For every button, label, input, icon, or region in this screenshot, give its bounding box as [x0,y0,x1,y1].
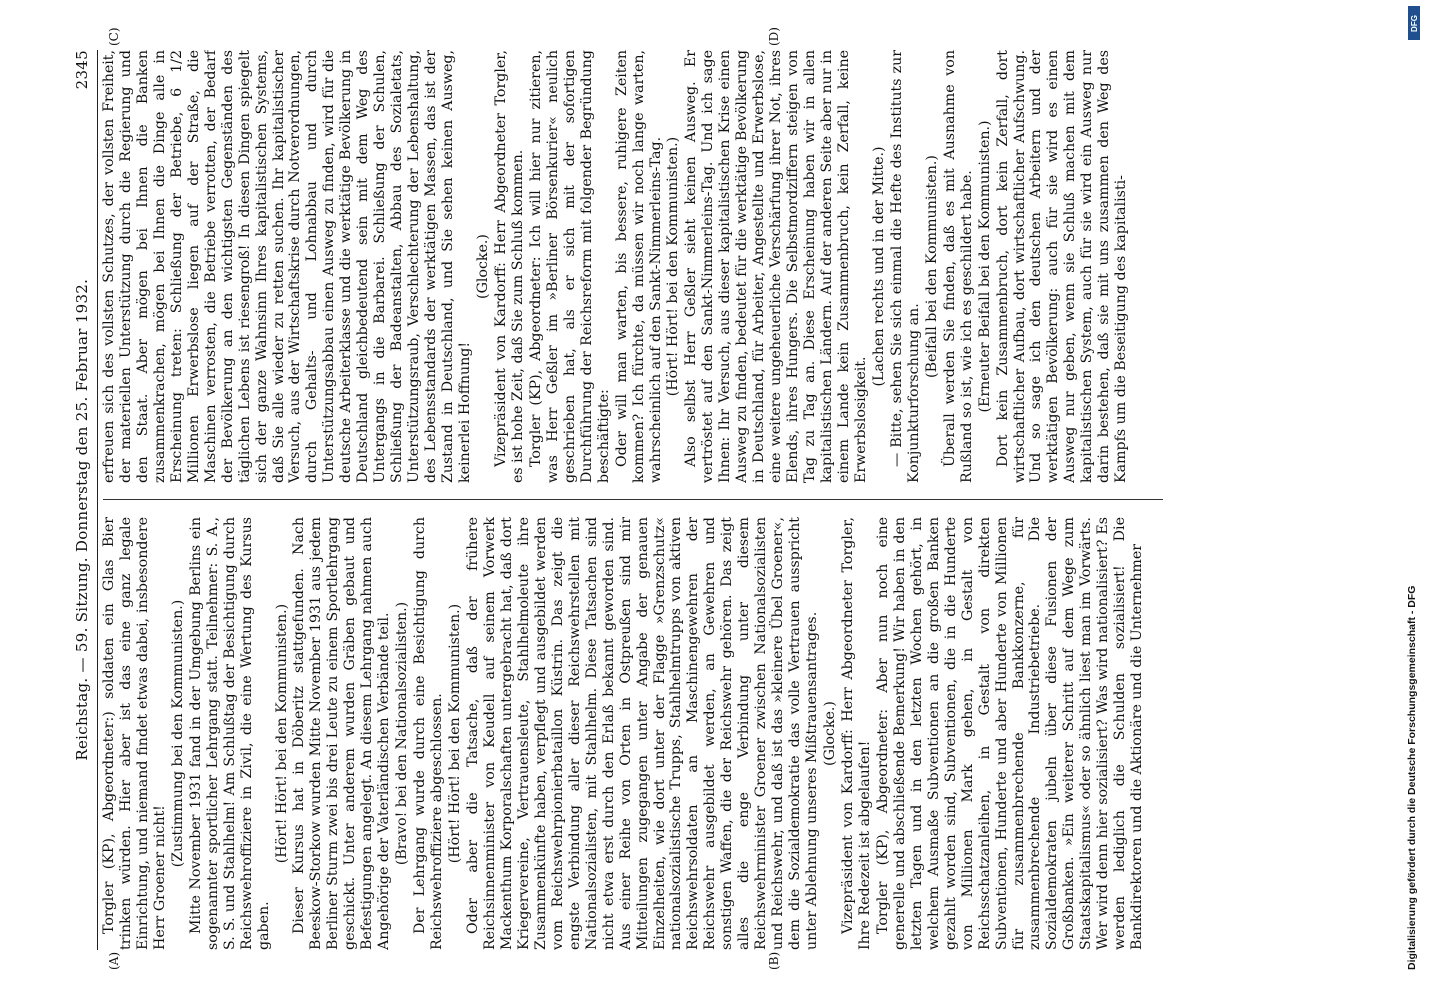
interjection: (Beifall bei den Kommunisten.) [923,155,940,378]
interjection: (Hört! Hört! bei den Kommunisten.) [447,603,464,864]
speaker-paragraph: Vizepräsident von Kardorff: Herr Abgeordneter Torgler, Ihre Redezeit ist abgelaufen! [839,517,873,950]
paragraph: Oder aber die Tatsache, daß der frühere Reichsinnenminister von Keudell auf seinem Vorwerk Mackenthum Korporalschaften untergebracht hat, daß dort Kriegervereine, Vertrauensleute, Stahlhelmoleute ihre Zusammenkünfte haben, verpflegt und ausgebildet werden vom Reichswehrpionierbataillon Küstrin. Das zeigt die engste Verbindung aller dieser Reichswehrstellen mit Nationalsozialisten, mit Stahlhelm. Diese Tatsachen sind nicht etwa erst durch den Erlaß bekannt geworden sind. Aus einer Reihe von Orten in Ostpreußen sind mir Mitteilungen zugegangen unter Angabe der genauen Einzelheiten, wie dort unter der Flagge »Grenzschutz« nationalsozialistische Trupps, Stahlhelmtrupps von aktiven Reichswehrsoldaten an Maschinengewehren der Reichswehr ausgebildet werden, an Gewehren und sonstigen Waffen, die der Reichswehr gehören. Das zeigt alles die enge Verbindung unter diesem Reichswehrminister Groener zwischen Nationalsozialisten und Reichswehr, und daß ist das »kleinere Übel Groener«, dem die Sozialdemokratie das volle Vertrauen ausspricht unter Ablehnung unseres Mißtrauensantrages. [465,517,821,950]
margin-marker-a: (A) [107,951,121,970]
column-divider [103,499,1163,500]
left-column [101,517,1181,950]
interjection: (Hört! Hört! bei den Kommunisten.) [273,603,290,864]
interjection: (Bravo! bei den Nationalsozialisten.) [394,601,411,866]
paragraph: Überall werden Sie finden, daß es mit Ausnahme von Rußland so ist, wie ich es geschildert habe. [941,50,975,483]
margin-marker-c: (C) [107,27,121,46]
page-header-title: Reichstag. — 59. Sitzung. Donnerstag den 25. Februar 1932. [73,278,91,761]
interjection: (Hört! Hört! bei den Kommunisten.) [665,136,682,397]
speaker-paragraph: Vizepräsident von Kardorff: Herr Abgeordneter Torgler, es ist hohe Zeit, daß Sie zum Schluß kommen. [492,50,526,483]
header-rule [97,50,98,950]
digitization-credit [1404,10,1422,990]
margin-marker-d: (D) [767,27,781,46]
right-column [101,50,1181,483]
speaker-paragraph: Torgler (KP), Abgeordneter: Ich will hier nur zitieren, was Herr Geßler im »Berliner Börsenkurier« neulich geschrieben hat, als er sich mit der sofortigen Durchführung der Reichsreform mit folgender Begründung beschäftigte: [527,50,612,483]
rotated-document-sheet [67,27,1367,970]
paragraph: Torgler (KP), Abgeordneter:) soldaten ein Glas Bier trinken würden. Hier aber ist das eine ganz legale Einrichtung, und niemand findet etwas dabei, insbesondere Herr Groener nicht! [101,517,168,950]
margin-marker-b: (B) [767,951,781,970]
dfg-logo: DFG [1408,6,1420,40]
page-number: 2345 [73,50,91,90]
paragraph: Dort kein Zusammenbruch, dort kein Zerfall, dort wirtschaftlicher Aufbau, dort wirtschaftlicher Aufschwung. Und so sage ich den deutschen Arbeitern und der werktätigen Bevölkerung: auch für sie wird es einen Ausweg nur geben, wenn sie Schluß machen mit dem kapitalistischen System, auch für sie wird ein Ausweg nur darin bestehen, daß sie mit uns zusammen den Weg des Kampfs um die Beseitigung des kapitalisti- [994,50,1130,483]
paragraph: Mitte November 1931 fand in der Umgebung Berlins ein sogenannter sportlicher Lehrgang statt. Teilnehmer: S. A., S. S. und Stahlhelm! Am Schlußtag der Besichtigung durch Reichswehroffiziere in Zivil, die eine Wertung des Kursus gaben. [187,517,272,950]
interjection: (Lachen rechts und in der Mitte.) [870,146,887,387]
paragraph: erfreuen sich des vollsten Schutzes, der vollsten Freiheit, der materiellen Unterstützung durch die Regierung und den Staat. Aber mögen bei Ihnen die Banken zusammenkrachen, mögen bei Ihnen die Dinge alle in Erscheinung treten: Schließung der Betriebe, 6 1/2 Millionen Erwerbslose liegen auf der Straße, die Maschinen verrosten, die Betriebe verrotten, der Bedarf der Bevölkerung an den wichtigsten Gegenständen des täglichen Lebens ist riesengroß! In diesen Dingen spiegelt sich der ganze Wahnsinn Ihres kapitalistischen Systems, daß Sie alle wieder zu retten suchen. Ihr kapitalistischer Versuch, aus der Wirtschaftskrise durch Notverordnungen, durch Gehalts- und Lohnabbau und durch Unterstützungsabbau einen Ausweg zu finden, wird für die deutsche Arbeiterklasse und die werktätige Bevölkerung in Deutschland gleichbedeutend sein mit dem Weg des Untergangs in die Barbarei. Schließung der Schulen, Schließung der Badeanstalten, Abbau des Sozialetats, Unterstützungsraub, Verschlechterung der Lebenshaltung, des Lebensstandards der werktätigen Massen, das ist der Zustand in Deutschland, und Sie sehen keinen Ausweg, keinerlei Hoffnung! [101,50,474,483]
digitization-credit-text: Digitalisierung gefördert durch die Deutsche Forschungsgemeinschaft - DFG [1406,585,1418,970]
interjection: (Zustimmung bei den Kommunisten.) [169,599,186,868]
paragraph: Also selbst Herr Geßler sieht keinen Ausweg. Er vertröstet auf den Sankt-Nimmerleins-Tag. Und ich sage Ihnen: Ihr Versuch, aus dieser kapitalistischen Krise einen Ausweg zu finden, bedeutet für die werktätige Bevölkerung in Deutschland, für Arbeiter, Angestellte und Erwerbslose, eine weitere ungeheuerliche Verschärfung ihrer Not, ihres Elends, ihres Hungers. Die Selbstmordziffern steigen von Tag zu Tag an. Diese Erscheinung haben wir in allen kapitalistischen Ländern. Auf der anderen Seite aber nur in einem Lande kein Zusammenbruch, kein Zerfall, keine Erwerbslosigkeit. [683,50,869,483]
interjection: (Glocke.) [822,701,839,766]
paragraph: Der Lehrgang wurde durch eine Besichtigung durch Reichswehroffiziere abgeschlossen. [412,517,446,950]
paragraph: — Bitte, sehen Sie sich einmal die Hefte des Instituts zur Konjunkturforschung an. [888,50,922,483]
interjection: (Erneuter Beifall bei den Kommunisten.) [976,120,993,413]
paragraph: Dieser Kursus hat in Döberitz stattgefunden. Nach Beeskow-Storkow wurden Mitte November 1931 aus jedem Berliner Sturm zwei bis drei Leute zu einem Sportlehrgang geschickt. Unter anderem wurden Gräben gebaut und Befestigungen angelegt. An diesem Lehrgang nahmen auch Angehörige der Vaterländischen Verbände teil. [291,517,393,950]
quote-paragraph: Oder will man warten, bis bessere, ruhigere Zeiten kommen? Ich fürchte, da müssen wir noch lange warten, wahrscheinlich auf den Sankt-Nimmerleins-Tag. [613,50,664,483]
interjection: (Glocke.) [474,234,491,299]
speaker-paragraph: Torgler (KP), Abgeordneter: Aber nun noch eine generelle und abschließende Bemerkung! Wir haben in den letzten Tagen und in den letzten Wochen gehört, in welchem Ausmaße Subventionen an die großen Banken gezahlt worden sind, Subventionen, die in die Hunderte von Millionen Mark gehen, in Gestalt von Reichsschatzanleihen, in Gestalt von direkten Subventionen, Hunderte und aber Hunderte von Millionen für zusammenbrechende Bankkonzerne, für zusammenbrechende Industriebetriebe. Die Sozialdemokraten jubeln über diese Fusionen der Großbanken. »Ein weiterer Schritt auf dem Wege zum Staatskapitalismus« oder so ähnlich liest man im Vorwärts. Wer wird denn hier sozialisiert? Was wird nationalisiert? Es werden lediglich die Schulden sozialisiert! Die Bankdirektoren und die Aktionäre und die Unternehmer [874,517,1146,950]
page-header [67,50,97,950]
